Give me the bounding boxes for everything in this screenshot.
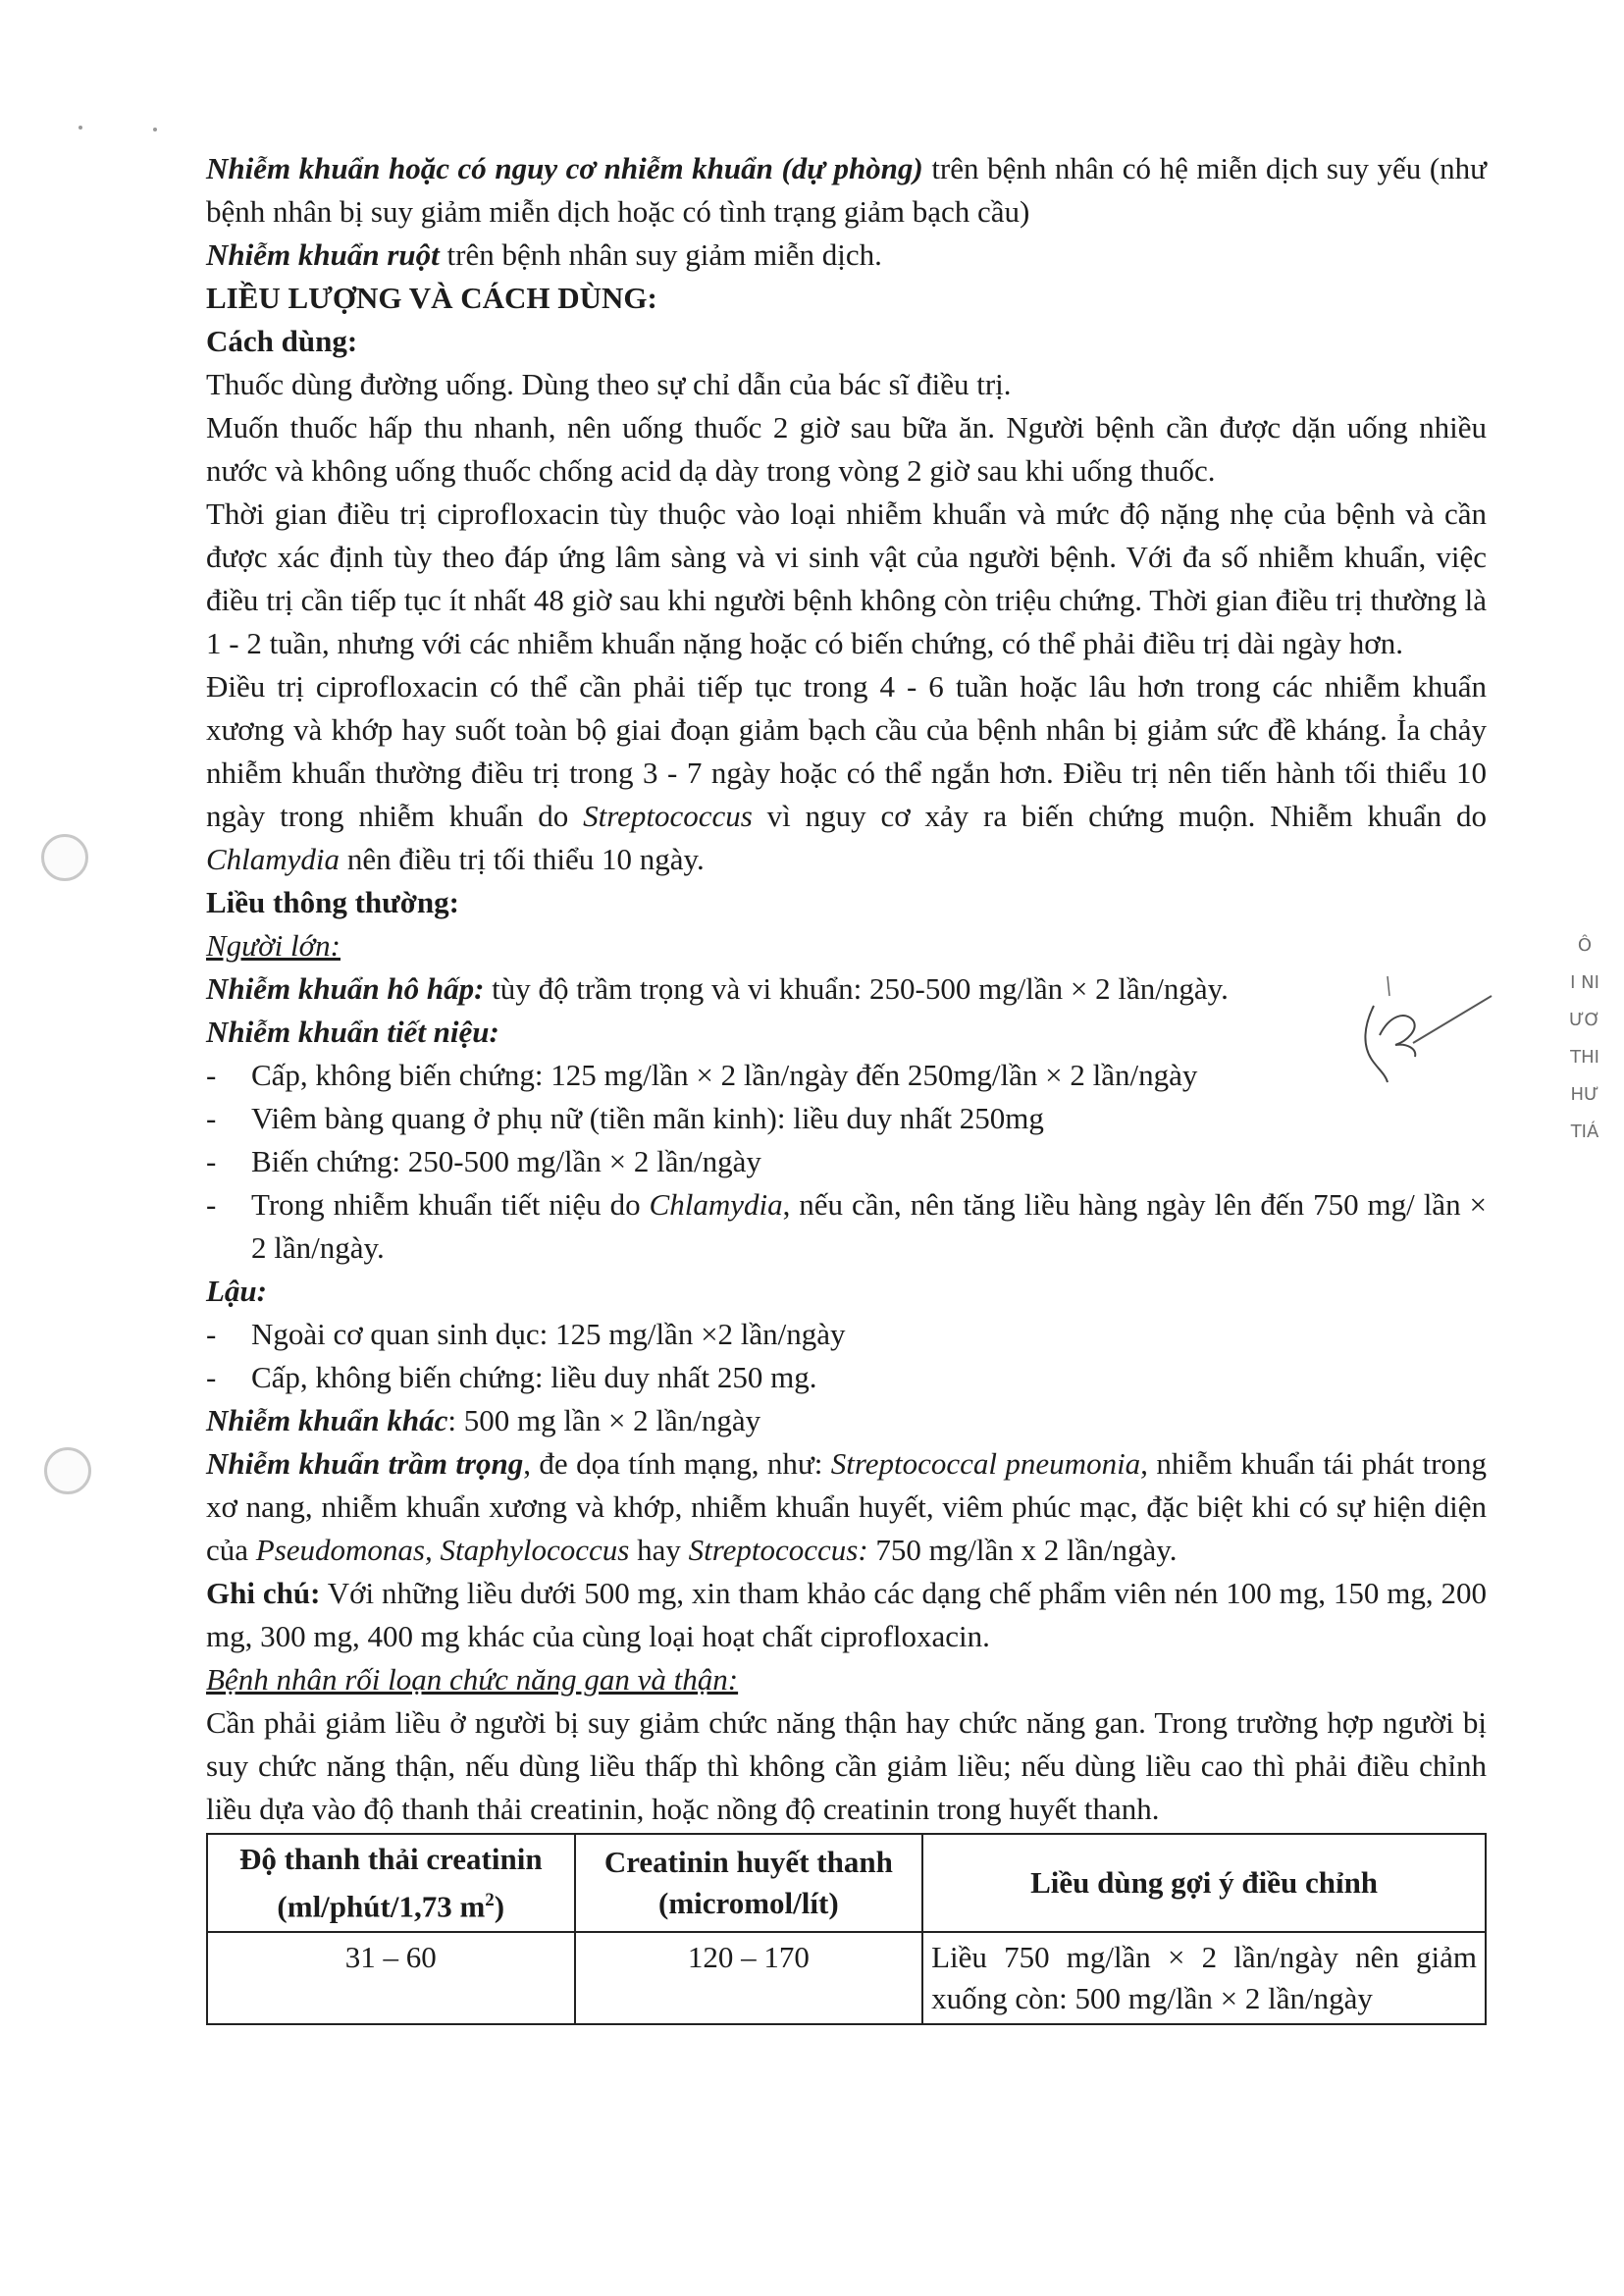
gonorrhea-dose-list (206, 1313, 1487, 1399)
severe-infection-dose (206, 1442, 1487, 1572)
note-text: Với những liều dưới 500 mg, xin tham khảo các dạng chế phẩm viên nén 100 mg, 150 mg, 200 mg, 300 mg, 400 mg khác của cùng loại hoạt chất ciprofloxacin. (206, 1576, 1488, 1653)
punch-hole (41, 834, 88, 881)
gonorrhea-label: Lậu: (206, 1274, 267, 1308)
dose-label: Nhiễm khuẩn trầm trọng (206, 1446, 524, 1481)
indication-text: trên bệnh nhân có hệ miễn dịch suy yếu (như bệnh nhân bị suy giảm miễn dịch hoặc có tình trạng giảm bạch cầu) (206, 151, 1487, 229)
edge-stamp (1555, 927, 1614, 1151)
dose-label: Nhiễm khuẩn hô hấp: (206, 971, 485, 1006)
text-run: nhiễm khuẩn tái phát trong xơ nang, nhiễm khuẩn xương và khớp, nhiễm khuẩn huyết, viêm phúc mạc, đặc biệt khi có sự hiện diện của (206, 1446, 1487, 1567)
punch-hole (44, 1447, 91, 1494)
text-run: nên điều trị tối thiểu 10 ngày. (340, 842, 705, 876)
indication-text: trên bệnh nhân suy giảm miễn dịch. (439, 237, 882, 272)
list-item: - Biến chứng: 250-500 mg/lần × 2 lần/ngày (206, 1140, 1487, 1183)
organism-name: Streptococcus: (688, 1533, 868, 1567)
text-run: 750 mg/lần x 2 lần/ngày. (867, 1533, 1178, 1567)
text-run: hay (629, 1533, 689, 1567)
scan-dot (153, 128, 157, 131)
table-cell: 31 – 60 (207, 1932, 575, 2024)
renal-paragraph: Cần phải giảm liều ở người bị suy giảm chức năng thận hay chức năng gan. Trong trường hợp người bị suy chức năng thận, nếu dùng liều thấp thì không cần giảm liều; nếu dùng liều cao thì phải điều chỉnh liều dựa vào độ thanh thải creatinin, hoặc nồng độ creatinin trong huyết thanh. (206, 1705, 1487, 1826)
organism-name: Chlamydia (649, 1187, 783, 1222)
renal-dose-table (206, 1833, 1487, 2025)
header-line: Creatinin huyết thanh (603, 1845, 893, 1880)
indication-term: Nhiễm khuẩn hoặc có nguy cơ nhiễm khuẩn (dự phòng) (206, 151, 923, 185)
urinary-dose-list (206, 1054, 1487, 1270)
dose-label: Nhiễm khuẩn khác (206, 1403, 448, 1437)
list-item: - Cấp, không biến chứng: liều duy nhất 250 mg. (206, 1356, 1487, 1399)
other-infection-dose (206, 1399, 1487, 1442)
usage-paragraph: Thời gian điều trị ciprofloxacin tùy thuộc vào loại nhiễm khuẩn và mức độ nặng nhẹ của bệnh và cần được xác định tùy theo đáp ứng lâm sàng và vi sinh vật của người bệnh. Với đa số nhiễm khuẩn, việc điều trị cần tiếp tục ít nhất 48 giờ sau khi người bệnh không còn triệu chứng. Thời gian điều trị thường là 1 - 2 tuần, nhưng với các nhiễm khuẩn nặng hoặc có biến chứng, có thể phải điều trị dài ngày hơn. (206, 496, 1487, 660)
list-item: - Ngoài cơ quan sinh dục: 125 mg/lần ×2 lần/ngày (206, 1313, 1487, 1356)
edge-stamp-text: THI (1570, 1047, 1599, 1068)
header-superscript: 2 (485, 1890, 495, 1910)
column-header (207, 1834, 575, 1932)
edge-stamp-text: Ô (1577, 935, 1593, 956)
edge-stamp-text: TIÁ (1570, 1122, 1599, 1142)
text-run: vì nguy cơ xảy ra biến chứng muộn. Nhiễm khuẩn do (752, 799, 1487, 833)
indication-paragraph (206, 234, 1487, 277)
header-line (216, 1880, 566, 1927)
organism-name: Streptococcal pneumonia, (830, 1446, 1148, 1481)
header-line: Độ thanh thải creatinin (238, 1842, 543, 1876)
subsection-heading: Cách dùng: (206, 324, 358, 358)
header-line: (micromol/lít) (658, 1886, 839, 1921)
organism-name: Chlamydia (206, 842, 341, 876)
note-paragraph (206, 1572, 1487, 1658)
edge-stamp-text: I NI (1570, 972, 1599, 993)
list-item: - Viêm bàng quang ở phụ nữ (tiền mãn kinh): liều duy nhất 250mg (206, 1097, 1487, 1140)
dose-text: tùy độ trầm trọng và vi khuẩn: 250-500 mg/lần × 2 lần/ngày. (484, 971, 1229, 1006)
document-body (206, 147, 1487, 2025)
indication-term: Nhiễm khuẩn ruột (206, 237, 440, 272)
text-run: , đe dọa tính mạng, như: (523, 1446, 831, 1481)
urinary-label: Nhiễm khuẩn tiết niệu: (206, 1015, 499, 1049)
table-cell: 120 – 170 (575, 1932, 923, 2024)
organism-name: Pseudomonas, Staphylococcus (255, 1533, 630, 1567)
table-header-row (207, 1834, 1486, 1932)
list-item: - Cấp, không biến chứng: 125 mg/lần × 2 lần/ngày đến 250mg/lần × 2 lần/ngày (206, 1054, 1487, 1097)
respiratory-dose (206, 967, 1487, 1011)
scan-dot (79, 126, 82, 130)
header-text: (ml/phút/1,73 m (277, 1889, 486, 1924)
column-header (575, 1834, 923, 1932)
renal-label: Bệnh nhân rối loạn chức năng gan và thận: (206, 1662, 739, 1696)
dose-text: : 500 mg lần × 2 lần/ngày (447, 1403, 761, 1437)
table-cell: Liều 750 mg/lần × 2 lần/ngày nên giảm xuống còn: 500 mg/lần × 2 lần/ngày (922, 1932, 1486, 2024)
column-header: Liều dùng gợi ý điều chỉnh (922, 1834, 1486, 1932)
organism-name: Streptococcus (583, 799, 753, 833)
usage-paragraph: Thuốc dùng đường uống. Dùng theo sự chỉ dẫn của bác sĩ điều trị. (206, 367, 1012, 401)
edge-stamp-text: ƯƠ (1569, 1010, 1600, 1030)
text-run: , nếu cần, nên tăng liều hàng ngày lên đến 750 mg/ lần × 2 lần/ngày. (251, 1187, 1487, 1265)
indication-paragraph (206, 147, 1487, 234)
header-text: ) (494, 1889, 505, 1924)
table-row (207, 1932, 1486, 2024)
adults-label: Người lớn: (206, 928, 341, 963)
subsection-heading: Liều thông thường: (206, 885, 459, 919)
note-label: Ghi chú: (206, 1576, 321, 1610)
text-run: Điều trị ciprofloxacin có thể cần phải tiếp tục trong 4 - 6 tuần hoặc lâu hơn trong các nhiễm khuẩn xương và khớp hay suốt toàn bộ giai đoạn giảm bạch cầu của bệnh nhân bị giảm sức đề kháng. Ỉa chảy nhiễm khuẩn thường điều trị trong 3 - 7 ngày hoặc có thể ngắn hơn. Điều trị nên tiến hành tối thiểu 10 ngày trong nhiễm khuẩn do (206, 669, 1487, 833)
list-item (206, 1183, 1487, 1270)
usage-paragraph: Muốn thuốc hấp thu nhanh, nên uống thuốc 2 giờ sau bữa ăn. Người bệnh cần được dặn uống nhiều nước và không uống thuốc chống acid dạ dày trong vòng 2 giờ sau khi uống thuốc. (206, 410, 1487, 488)
usage-paragraph (206, 665, 1487, 881)
edge-stamp-text: HƯ (1570, 1084, 1599, 1105)
section-heading: LIỀU LƯỢNG VÀ CÁCH DÙNG: (206, 281, 657, 315)
text-run: Trong nhiễm khuẩn tiết niệu do (251, 1187, 650, 1222)
